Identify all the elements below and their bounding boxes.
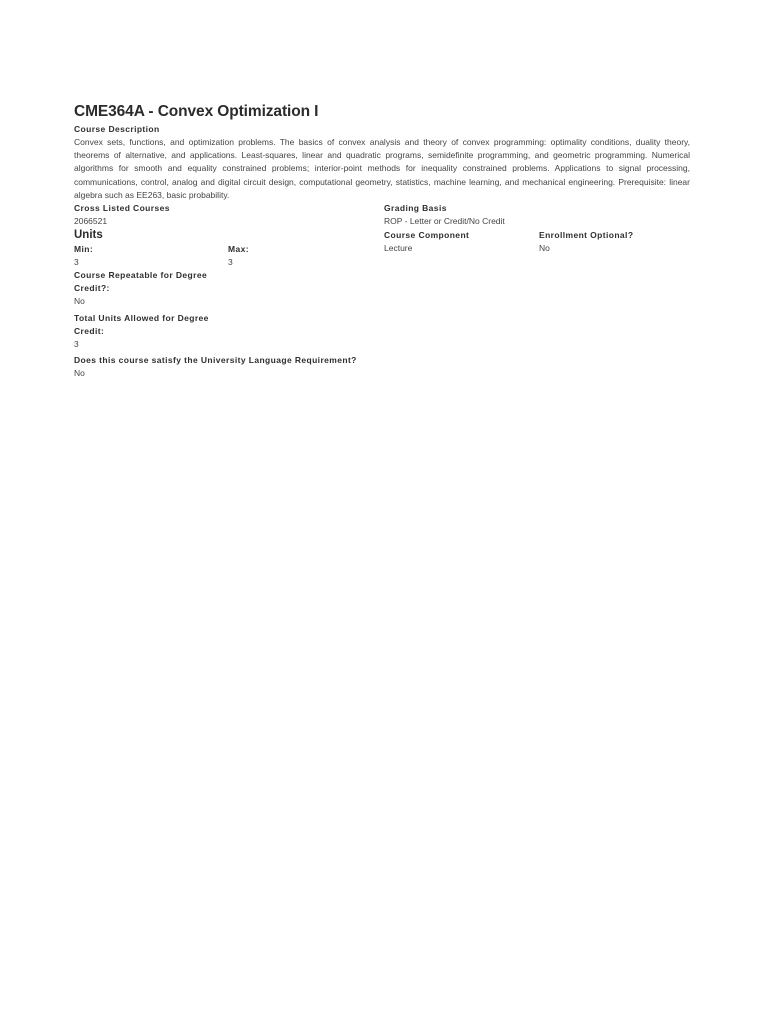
- grading-basis-label: Grading Basis: [384, 203, 447, 214]
- total-units-section: [74, 312, 234, 351]
- enrollment-optional-value: No: [539, 243, 550, 254]
- course-component-value: Lecture: [384, 243, 413, 254]
- units-max-value: 3: [228, 257, 233, 268]
- grading-basis-value: ROP - Letter or Credit/No Credit: [384, 216, 505, 227]
- course-description-text: Convex sets, functions, and optimization problems. The basics of convex analysis and theory of convex programming: optimality conditions, duality theory, theorems of alternative, and applications. Least-squares, linear and quadratic programs, semidefinite programming, and geometric programming. Numerical algorithms for smooth and equality constrained problems; interior-point methods for inequality constrained problems. Applications to signal processing, communications, control, analog and digital circuit design, computational geometry, statistics, machine learning, and mechanical engineering. Prerequisite: linear algebra such as EE263, basic probability.: [74, 137, 690, 200]
- course-component-label: Course Component: [384, 230, 470, 241]
- repeatable-label-line1: Course Repeatable for Degree: [74, 270, 208, 281]
- enrollment-optional-label: Enrollment Optional?: [539, 230, 634, 241]
- units-section: [74, 228, 374, 269]
- cross-listed-label: Cross Listed Courses: [74, 203, 170, 214]
- total-units-label-line2: Credit:: [74, 326, 105, 337]
- grading-basis-section: [384, 202, 684, 228]
- course-detail-page: [74, 101, 694, 380]
- repeatable-value: No: [74, 296, 85, 307]
- enrollment-optional-section: [539, 229, 689, 255]
- course-description-label: Course Description: [74, 124, 160, 134]
- repeatable-label-line2: Credit?:: [74, 283, 110, 294]
- units-min-value: 3: [74, 257, 79, 268]
- repeatable-section: [74, 269, 234, 308]
- units-max-label: Max:: [228, 244, 249, 255]
- units-max: [228, 243, 249, 269]
- language-requirement-label: Does this course satisfy the University Language Requirement?: [74, 355, 357, 366]
- units-min: [74, 243, 93, 269]
- language-requirement-value: No: [74, 368, 85, 379]
- units-min-label: Min:: [74, 244, 94, 255]
- course-component-section: [384, 229, 534, 255]
- cross-listed-value: 2066521: [74, 216, 108, 227]
- cross-listed-section: [74, 202, 170, 228]
- total-units-label-line1: Total Units Allowed for Degree: [74, 313, 209, 324]
- units-heading: Units: [74, 229, 103, 242]
- language-requirement-section: [74, 354, 694, 380]
- course-title: CME364A - Convex Optimization I: [74, 103, 319, 120]
- cross-listed-grading-row: [74, 202, 694, 228]
- units-component-row: [74, 228, 694, 266]
- total-units-value: 3: [74, 339, 79, 350]
